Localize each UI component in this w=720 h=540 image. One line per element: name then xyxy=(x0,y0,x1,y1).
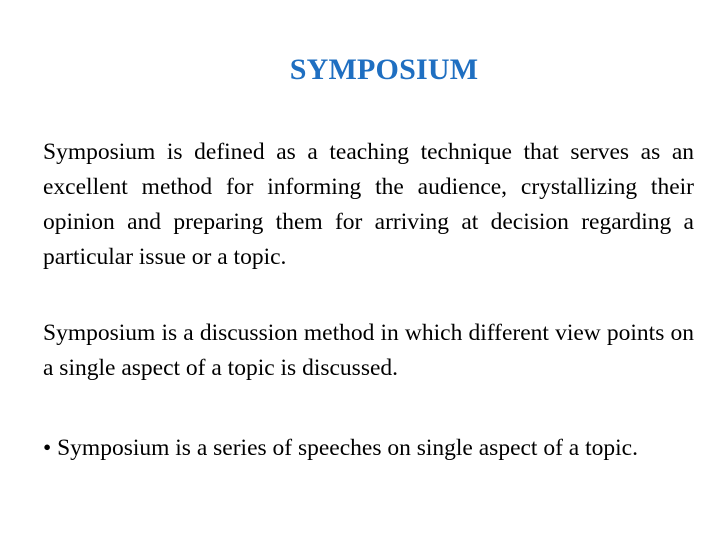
discussion-method-paragraph: Symposium is a discussion method in which different view points on a single aspect of a topic is discussed. xyxy=(43,320,694,381)
bullet-paragraph: • Symposium is a series of speeches on single aspect of a topic. xyxy=(43,435,638,461)
definition-paragraph: Symposium is defined as a teaching technique that serves as an excellent method for informing the audience, crystallizing their opinion and preparing them for arriving at decision regarding a particular issue or a topic. xyxy=(43,139,694,270)
slide-title: SYMPOSIUM xyxy=(289,53,479,86)
